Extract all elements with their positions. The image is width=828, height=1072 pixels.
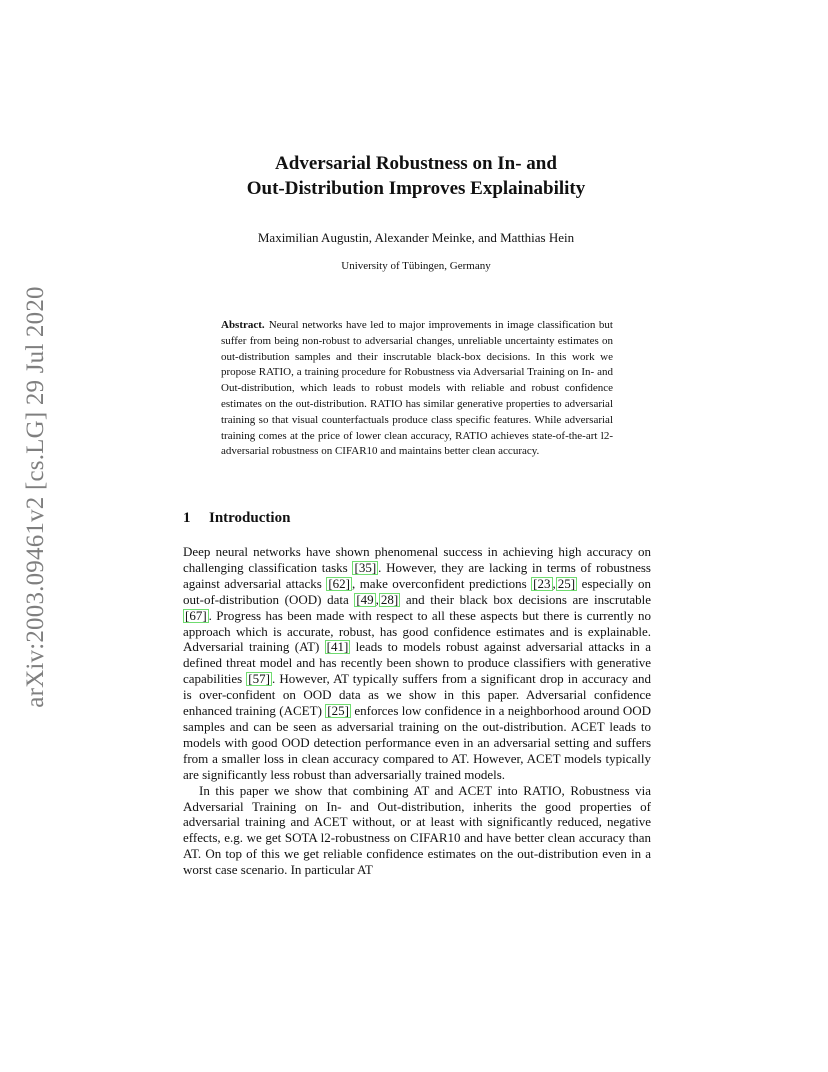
text-run: . However, they are lacking in terms of robustness against adversarial attacks	[183, 559, 651, 591]
citation-link[interactable]: [25]	[327, 703, 349, 719]
abstract	[221, 318, 613, 460]
title-line-2: Out-Distribution Improves Explainability	[246, 178, 586, 199]
text-run: and their black box decisions are inscrutable	[400, 591, 651, 607]
section-title: Introduction	[209, 510, 291, 526]
text-run: enforces low confidence in a neighborhood around OOD samples and can be seen as adversarial training on the out-distribution. ACET leads to models with good OOD detection performance even in an adversarial setting and suffers from a smaller loss in clean accuracy compared to AT. However, ACET models typically are significantly less robust than adversarially trained models.	[183, 703, 651, 782]
citation-link[interactable]: [57]	[248, 671, 270, 687]
text-run: Deep neural networks have shown phenomenal success in achieving high accuracy on challenging classification tasks	[183, 544, 651, 575]
text-run: ,	[552, 575, 556, 591]
abstract-label: Abstract.	[221, 319, 265, 331]
citation-link[interactable]: [23	[533, 575, 551, 591]
citation-link[interactable]: 25]	[557, 575, 576, 591]
paragraph-2: In this paper we show that combining AT and ACET into RATIO, Robustness via Adversarial Training on In- and Out-distribution, inherits the good properties of adversarial training and ACET without, or at least with significantly reduced, negative effects, e.g. we get SOTA l2-robustness on CIFAR10 and have better clean accuracy than AT. On top of this we get reliable confidence estimates on the out-distribution even in a worst case scenario. In particular AT	[183, 782, 651, 878]
citation-link[interactable]: [67]	[185, 607, 207, 623]
text-run: , make overconfident predictions	[351, 575, 532, 591]
text-run: ,	[375, 591, 379, 607]
section-number: 1	[183, 510, 191, 526]
affiliation: University of Tübingen, Germany	[341, 260, 491, 272]
citation-link[interactable]: [49	[356, 591, 374, 607]
paper-title	[150, 151, 682, 201]
citation-link[interactable]: 28]	[380, 591, 399, 607]
citation-link[interactable]: [62]	[328, 575, 350, 591]
citation-link[interactable]: [35]	[354, 559, 377, 575]
paragraph-1	[183, 544, 651, 783]
text-run: . However, AT typically suffers from a significant drop in accuracy and is over-confident on OOD data as we show in this paper. Adversarial confidence enhanced training (ACET)	[183, 671, 651, 719]
citation-link[interactable]: [41]	[326, 639, 349, 655]
introduction-body	[183, 544, 651, 878]
title-line-1: Adversarial Robustness on In- and	[275, 153, 557, 174]
section-heading-introduction	[183, 508, 290, 528]
text-run: . Progress has been made with respect to all these aspects but there is currently no approach which is accurate, robust, has good confidence estimates and is explainable. Adversarial training (AT)	[183, 607, 651, 655]
text-run: especially on out-of-distribution (OOD) data	[183, 575, 651, 607]
abstract-text: Neural networks have led to major improvements in image classification but suffer from being non-robust to adversarial changes, unreliable uncertainty estimates on out-distribution samples and their inscrutable black-box decisions. In this work we propose RATIO, a training procedure for Robustness via Adversarial Training on In- and Out-distribution, which leads to robust models with reliable and robust confidence estimates on the out-distribution. RATIO has similar generative properties to adversarial training so that visual counterfactuals produce class specific features. While adversarial training comes at the price of lower clean accuracy, RATIO achieves state-of-the-art l2-adversarial robustness on CIFAR10 and maintains better clean accuracy.	[221, 319, 613, 458]
author-list: Maximilian Augustin, Alexander Meinke, and Matthias Hein	[257, 230, 575, 245]
text-run: leads to models robust against adversarial attacks in a defined threat model and has recently been shown to produce classifiers with generative capabilities	[183, 639, 651, 687]
arxiv-identifier-stamp: arXiv:2003.09461v2 [cs.LG] 29 Jul 2020	[22, 286, 49, 708]
